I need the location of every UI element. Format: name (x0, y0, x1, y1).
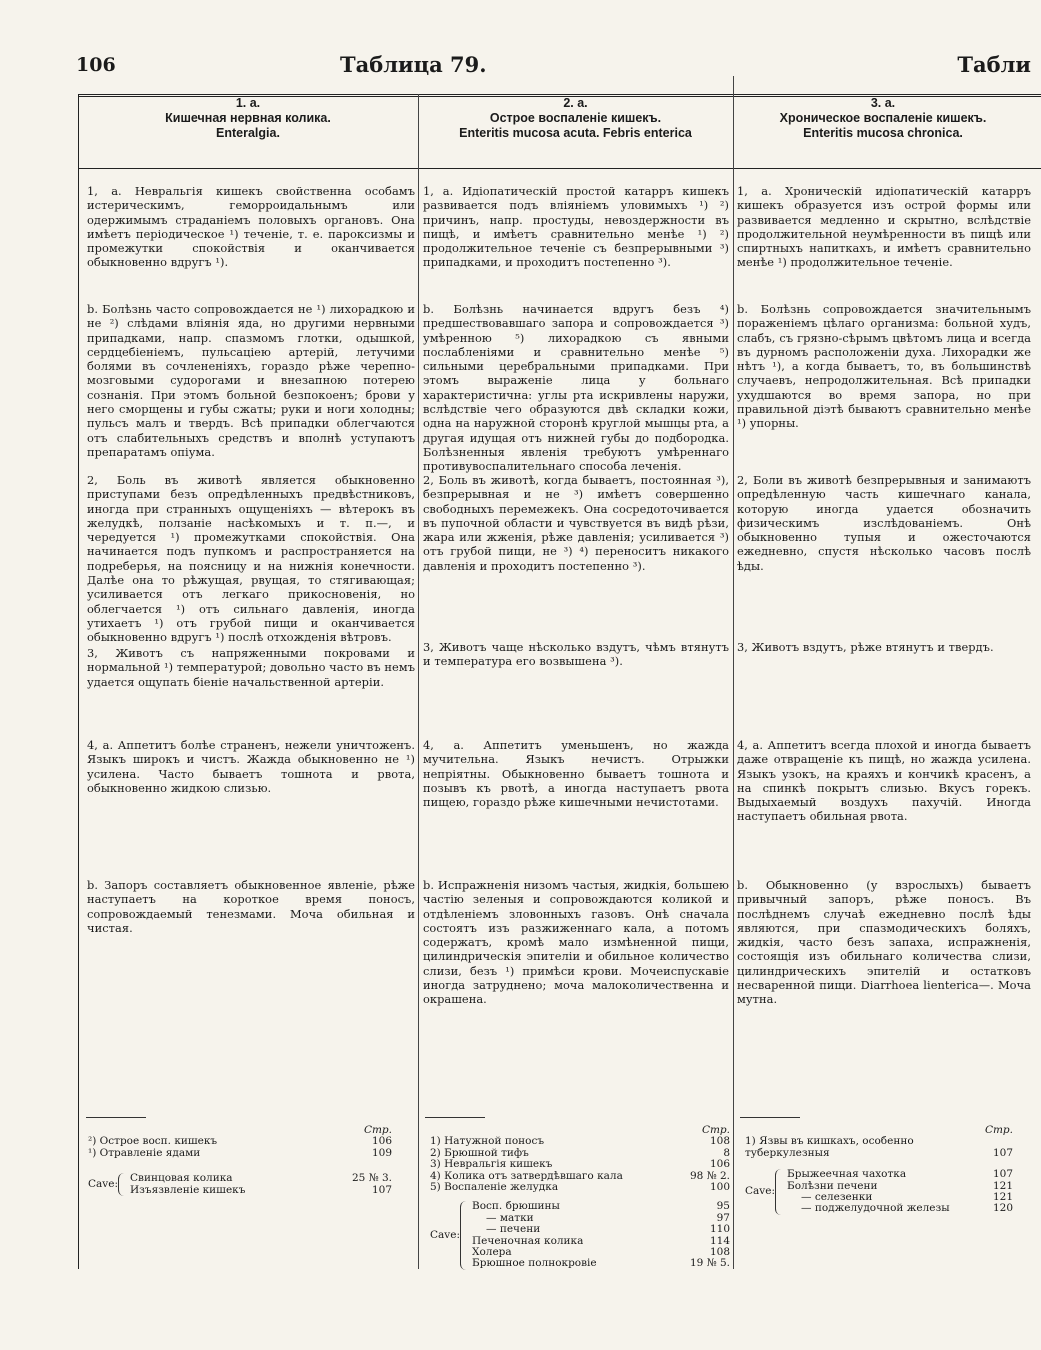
footnotes-col-1 (88, 1125, 392, 1196)
symptom-3 (423, 640, 729, 669)
cave-row (472, 1224, 730, 1235)
cave-text: Брюшное полнокровіе (472, 1258, 597, 1270)
column-divider-2 (733, 76, 734, 1269)
footnote-rule (86, 1117, 146, 1118)
cave-page: 107 (371, 1183, 392, 1196)
cave-page: 114 (709, 1234, 730, 1247)
footnote-page: 108 (709, 1135, 730, 1148)
cave-block (430, 1201, 730, 1269)
page-ref-header: Стр. (984, 1124, 1013, 1136)
footnote-row (430, 1182, 730, 1193)
symptom-4a (87, 738, 415, 795)
cave-text: — поджелудочной железы (801, 1203, 950, 1215)
footnote-page: 100 (709, 1181, 730, 1194)
cave-row (787, 1203, 1013, 1214)
footnote-row (430, 1148, 730, 1159)
footnote-row (88, 1148, 392, 1159)
cave-row (472, 1213, 730, 1224)
symptom-2 (737, 473, 1031, 573)
cave-block (88, 1173, 392, 1196)
footnote-text: 2) Брюшной тифъ (430, 1147, 529, 1159)
left-rule (78, 94, 79, 1269)
cell-text: b. Запоръ составляетъ обыкновенное явленіе, рѣже наступаетъ на короткое время поносъ, сопровождаемый тенезмами. Моча обильная и чистая. (87, 878, 415, 935)
cave-text: — печени (486, 1224, 541, 1236)
footnote-page: 106 (709, 1158, 730, 1171)
cell-text: 2, Боль въ животѣ, когда бываетъ, постоянная ³), безпрерывная и не ³) имѣетъ совершенно свободныхъ перемежекъ. Она сосредоточивается въ пупочной области и чувствуется въ видѣ рѣзи, жара или жженія, рѣже давленія; усиливается ³) отъ грубой пищи, не ³) ⁴) переноситъ никакого давленія и проходитъ постепенно ³). (423, 473, 729, 573)
column-number: 2. а. (563, 96, 588, 110)
footnote-text: 4) Колика отъ затвердѣвшаго кала (430, 1170, 623, 1182)
cave-label: Cave: (745, 1185, 775, 1198)
symptom-2 (423, 473, 729, 573)
symptom-3 (737, 640, 1031, 654)
footnote-page: 106 (371, 1135, 392, 1148)
column-title: Острое воспаленіе кишекъ. (489, 111, 662, 125)
cell-text: 3, Животъ съ напряженными покровами и нормальной ¹) температурой; довольно часто въ немъ удается ощупать біеніе начальственной артеріи. (87, 646, 415, 689)
footnote-page: 8 (723, 1146, 730, 1159)
footnotes-col-2 (430, 1125, 730, 1270)
symptom-4b (423, 878, 729, 1007)
symptom-1b (423, 302, 729, 474)
footnotes-col-3 (745, 1125, 1013, 1215)
column-header-3 (733, 96, 1033, 141)
cave-page: 108 (709, 1246, 730, 1259)
footnote-text: 5) Воспаленіе желудка (430, 1182, 559, 1194)
footnote-text: 1) Язвы въ кишкахъ, особенно туберкулезныя (745, 1136, 914, 1159)
cave-row (472, 1201, 730, 1212)
cave-text: Болѣзни печени (787, 1180, 878, 1192)
cell-text: 3, Животъ чаще нѣсколько вздутъ, чѣмъ втянутъ и температура его возвышена ³). (423, 640, 729, 669)
cell-text: b. Болѣзнь начинается вдругъ безъ ⁴) предшествовавшаго запора и сопровождается ³) умѣренною ⁵) лихорадкою съ явными послабленіями и сравнительно менѣе ⁵) сильными церебральными припадками. При этомъ выраженіе лица у больнаго характеристична: углы рта искривлены наружи, вслѣдствіе чего образуются двѣ складки кожи, одна на наружной сторонѣ круглой мышцы рта, а другая идущая отъ нижней губы до подбородка. Болѣзненныя явленія требуютъ умѣреннаго противувоспалительнаго способа леченія. (423, 302, 729, 474)
cell-text: b. Испражненія низомъ частыя, жидкія, большею частію зеленыя и сопровождаются коликой и отдѣленіемъ зловонныхъ газовъ. Онѣ сначала состоятъ изъ разжиженнаго кала, а потомъ содержатъ, кромѣ мало измѣненной пищи, цилиндрическія эпителіи и обильное количество слизи, безъ ¹) примѣси крови. Мочеиспускавіе иногда затруднено; моча малоколичественна и окрашена. (423, 878, 729, 1007)
header-rule (78, 168, 1041, 169)
footnote-rule (740, 1117, 800, 1118)
footnote-row (430, 1136, 730, 1147)
running-head: Табли (957, 52, 1031, 77)
cave-row (787, 1192, 1013, 1203)
cave-page: 97 (716, 1211, 730, 1224)
cave-row (472, 1236, 730, 1247)
cave-row (787, 1181, 1013, 1192)
column-number: 1. а. (235, 96, 261, 110)
cell-text: 4, а. Аппетитъ уменьшенъ, но жажда мучительна. Языкъ нечистъ. Отрыжки непріятны. Обыкновенно бываетъ тошнота и позывъ къ рвотѣ, а иногда наступаетъ рвота пищею, гораздо рѣже кишечными нечистотами. (423, 738, 729, 810)
cave-label: Cave: (430, 1228, 460, 1241)
symptom-1a (737, 184, 1031, 270)
column-title: Хроническое воспаленіе кишекъ. (779, 111, 987, 125)
footnote-page: 107 (992, 1146, 1013, 1159)
cell-text: 2, Боль въ животѣ является обыкновенно приступами безъ опредѣленныхъ предвѣстниковъ, иногда при странныхъ ощущеніяхъ — вѣтерокъ въ желудкѣ, ползаніе насѣкомыхъ и т. п.—, и чередуется ¹) промежутками спокойствія. Она начинается подъ пупкомъ и распространяется на подреберья, на поясницу и на нижнія конечности. Далѣе она то рѣжущая, рвущая, то стягивающая; усиливается отъ легкаго прикосновенія, но облегчается ¹) отъ сильнаго давленія, иногда утихаетъ ¹) отъ грубой пищи и оканчивается обыкновенно вдругъ ¹) послѣ отхожденія вѣтровъ. (87, 473, 415, 645)
symptom-2 (87, 473, 415, 645)
footnote-page: 98 № 2. (690, 1169, 730, 1182)
cave-row (787, 1169, 1013, 1180)
cell-text: 2, Боли въ животѣ безпрерывныя и занимаютъ опредѣленную часть кишечнаго канала, которую иногда удается обозначить физическимъ изслѣдованіемъ. Онѣ обыкновенно тупыя и ожесточаются ежедневно, спустя нѣсколько часовъ послѣ ѣды. (737, 473, 1031, 573)
cave-row (130, 1173, 392, 1184)
cell-text: b. Болѣзнь сопровождается значительнымъ пораженіемъ цѣлаго организма: больной худъ, слабъ, съ грязно-сѣрымъ цвѣтомъ лица и всегда въ дурномъ расположеніи духа. Лихорадки же нѣтъ ¹), а когда бываетъ, то, въ большинствѣ случаевъ, непродолжительная. Всѣ припадки ухудшаются во время запора, но при правильной діэтѣ бываютъ сравнительно менѣе ¹) упорны. (737, 302, 1031, 431)
cave-text: Печеночная колика (472, 1235, 584, 1247)
page-ref-header: Стр. (363, 1124, 392, 1136)
cave-text: — селезенки (801, 1192, 873, 1204)
cell-text: 1, а. Идіопатическій простой катарръ кишекъ развивается подъ вліяніемъ уловимыхъ ¹) ²) причинъ, напр. простуды, невоздержности въ пищѣ, и имѣетъ сравнительно менѣе ¹) ²) продолжительное теченіе съ безпрерывными ³) припадками, и проходитъ постепенно ³). (423, 184, 729, 270)
cave-text: — матки (486, 1212, 534, 1224)
footnote-page: 109 (371, 1146, 392, 1159)
cave-label: Cave: (88, 1177, 118, 1190)
brace (775, 1169, 784, 1215)
cave-page: 25 № 3. (352, 1172, 392, 1185)
column-divider-1 (418, 94, 419, 1269)
page-header (0, 50, 1041, 82)
symptom-3 (87, 646, 415, 689)
symptom-4a (737, 738, 1031, 824)
cave-page: 107 (992, 1168, 1013, 1181)
symptom-1a (423, 184, 729, 270)
cave-row (130, 1185, 392, 1196)
column-header-2 (418, 96, 733, 141)
cave-text: Восп. брюшины (472, 1201, 560, 1213)
cell-text: 1, а. Невральгія кишекъ свойственна особамъ истерическимъ, геморроидальнымъ или одержимымъ страданіемъ половыхъ органовъ. Она имѣетъ періодическое ¹) теченіе, т. е. пароксизмы и промежутки спокойствія и оканчивается обыкновенно вдругъ ¹). (87, 184, 415, 270)
page-number: 106 (76, 54, 116, 76)
cell-text: b. Болѣзнь часто сопровождается не ¹) лихорадкою и не ²) слѣдами вліянія яда, но другими нервными припадками, напр. спазмомъ глотки, одышкой, сердцебіеніемъ, пульсаціею артерій, летучими болями въ сочлененіяхъ, гораздо рѣже черепно-мозговыми судорогами и внезапною потерею сознанія. При этомъ больной безпокоенъ; брови у него сморщены и губы сжаты; руки и ноги холодны; пульсъ малъ и твердъ. Всѣ припадки облегчаются отъ слабительныхъ средствъ и вполнѣ уступаютъ препаратамъ опіума. (87, 302, 415, 459)
footnote-text: 1) Натужной поносъ (430, 1136, 545, 1148)
footnote-row (745, 1136, 1013, 1159)
cell-text: 4, а. Аппетитъ болѣе страненъ, нежели уничтоженъ. Языкъ широкъ и чистъ. Жажда обыкновенно не ¹) усилена. Часто бываетъ тошнота и рвота, обыкновенно жидкою слизью. (87, 738, 415, 795)
column-latin-title: Enteritis mucosa acuta. Febris enterica (459, 126, 692, 140)
symptom-1b (87, 302, 415, 459)
brace (460, 1201, 469, 1269)
footnote-row (430, 1159, 730, 1170)
cave-text: Изъязвленіе кишекъ (130, 1184, 246, 1196)
symptom-4b (87, 878, 415, 935)
cell-text: 4, а. Аппетитъ всегда плохой и иногда бываетъ даже отвращеніе къ пищѣ, но жажда усилена. Языкъ узокъ, на краяхъ и кончикѣ красенъ, а на спинкѣ покрытъ слизью. Вкусъ горекъ. Выдыхаемый воздухъ пахучій. Иногда наступаетъ обильная рвота. (737, 738, 1031, 824)
column-latin-title: Enteritis mucosa chronica. (803, 126, 963, 140)
footnote-text: ²) Острое восп. кишекъ (88, 1136, 218, 1148)
cave-block (745, 1169, 1013, 1215)
brace (118, 1173, 127, 1196)
cave-text: Брыжеечная чахотка (787, 1169, 907, 1181)
cell-text: 1, а. Хроническій идіопатическій катарръ кишекъ образуется изъ острой формы или развивается медленно и скрытно, вслѣдствіе продолжительной неумѣренности въ пищѣ или спиртныхъ напиткахъ, и имѣетъ сравнительно менѣе ¹) продолжительное теченіе. (737, 184, 1031, 270)
cell-text: 3, Животъ вздутъ, рѣже втянутъ и твердъ. (737, 640, 994, 654)
footnote-row (430, 1171, 730, 1182)
page-ref-header: Стр. (701, 1124, 730, 1136)
cell-text: b. Обыкновенно (у взрослыхъ) бываетъ привычный запоръ, рѣже поносъ. Въ послѣднемъ случаѣ ежедневно послѣ ѣды являются, при спазмодическихъ боляхъ, жидкія, часто безъ запаха, испражненія, состоящія изъ обильнаго количества слизи, цилиндрическихъ эпителій и остатковъ несваренной пищи. Diarrhoea lienterica—. Моча мутна. (737, 878, 1031, 1007)
symptom-4b (737, 878, 1031, 1007)
column-header-1 (78, 96, 418, 141)
footnote-text: 3) Невральгія кишекъ (430, 1159, 553, 1171)
cave-page: 95 (716, 1200, 730, 1213)
column-title: Кишечная нервная колика. (165, 111, 331, 125)
symptom-1a (87, 184, 415, 270)
symptom-4a (423, 738, 729, 809)
cave-text: Свинцовая колика (130, 1173, 233, 1185)
column-number: 3. а. (870, 96, 896, 110)
cave-page: 110 (709, 1223, 730, 1236)
cave-page: 120 (992, 1202, 1013, 1215)
cave-page: 121 (992, 1191, 1013, 1204)
cave-row (472, 1258, 730, 1269)
cave-text: Холера (472, 1247, 512, 1259)
footnote-text: ¹) Отравленіе ядами (88, 1147, 201, 1159)
symptom-1b (737, 302, 1031, 431)
cave-page: 19 № 5. (690, 1257, 730, 1270)
cave-page: 121 (992, 1179, 1013, 1192)
table-title: Таблица 79. (340, 52, 487, 77)
footnote-row (88, 1136, 392, 1147)
column-latin-title: Enteralgia. (216, 126, 280, 140)
footnote-rule (425, 1117, 485, 1118)
